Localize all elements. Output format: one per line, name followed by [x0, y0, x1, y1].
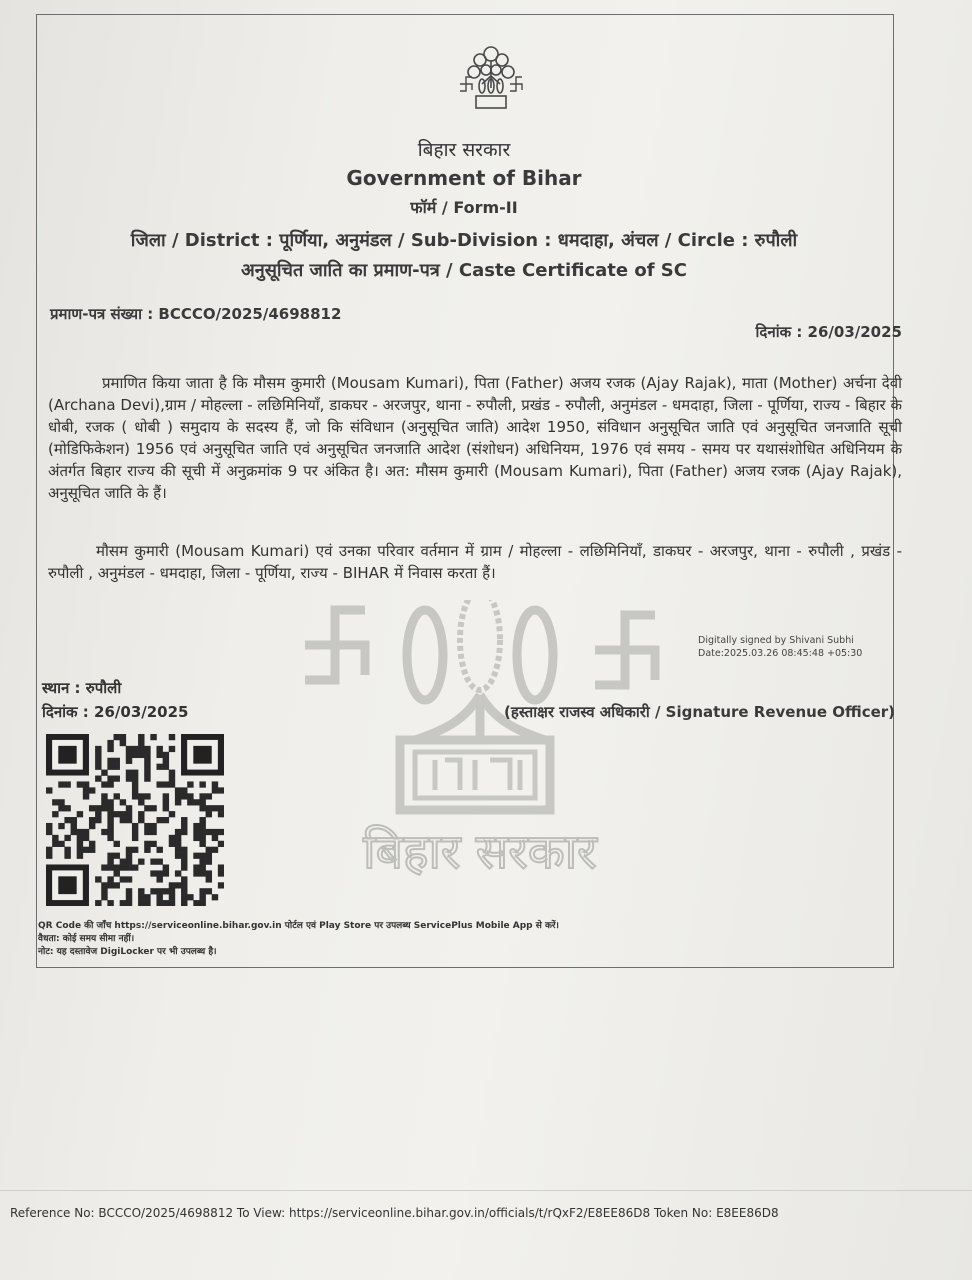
notes-block: [38, 920, 559, 959]
certificate-title: अनुसूचित जाति का प्रमाण-पत्र / Caste Certificate of SC: [240, 260, 687, 281]
certificate-body-paragraph-2: मौसम कुमारी (Mousam Kumari) एवं उनका परिवार वर्तमान में ग्राम / मोहल्ला - लछिमिनियाँ, डाकघर - अरजपुर, थाना - रुपौली , प्रखंड - रुपौली , अनुमंडल - धमदाहा, जिला - पूर्णिया, राज्य - BIHAR में निवास करता हैं।: [48, 542, 902, 582]
issue-date: दिनांक : 26/03/2025: [42, 703, 189, 721]
signature-officer-label: (हस्ताक्षर राजस्व अधिकारी / Signature Revenue Officer): [504, 703, 896, 721]
digital-signature-signer: Digitally signed by Shivani Subhi: [698, 635, 854, 646]
digilocker-note: नोट: यह दस्तावेज DigiLocker पर भी उपलब्ध है।: [38, 947, 217, 957]
footer-divider: [0, 1190, 972, 1191]
header-hindi-title: बिहार सरकार: [417, 139, 511, 161]
header-title: Government of Bihar: [346, 166, 582, 190]
bihar-emblem-logo: [452, 40, 530, 114]
certificate-date: दिनांक : 26/03/2025: [755, 323, 902, 341]
digital-signature-date: Date:2025.03.26 08:45:48 +05:30: [698, 648, 863, 659]
watermark-text: बिहार सरकार: [363, 824, 597, 880]
validity-note: वैधता: कोई समय सीमा नहीं।: [38, 934, 135, 944]
qr-code[interactable]: [46, 734, 224, 906]
certificate-body-paragraph-1: प्रमाणित किया जाता है कि मौसम कुमारी (Mousam Kumari), पिता (Father) अजय रजक (Ajay Rajak), माता (Mother) अर्चना देवी (Archana Devi),ग्राम / मोहल्ला - लछिमिनियाँ, डाकघर - अरजपुर, थाना - रुपौली, प्रखंड - रुपौली, अनुमंडल - धमदाहा, जिला - पूर्णिया, राज्य - बिहार के धोबी, रजक ( धोबी ) समुदाय के सदस्य हैं, जो कि संविधान (अनुसूचित जाति) आदेश 1950, संविधान अनुसूचित जाति एवं अनुसूचित जनजाति सूची (मोडिफिकेशन) 1956 एवं अनुसूचित जाति एवं अनुसूचित जनजाति आदेश (संशोधन) अधिनियम, 1976 एवं समय - समय पर यथासंशोधित अधिनियम के अंतर्गत बिहार राज्य की सूची में अनुक्रमांक 9 पर अंकित है। अत: मौसम कुमारी (Mousam Kumari), पिता (Father) अजय रजक (Ajay Rajak), अनुसूचित जाति के हैं।: [48, 374, 902, 502]
footer-reference: Reference No: BCCCO/2025/4698812 To View: https://serviceonline.bihar.gov.in/officials/t/rQxF2/E8EE86D8 Token No: E8EE86D8: [10, 1206, 779, 1220]
district-line: जिला / District : पूर्णिया, अनुमंडल / Sub-Division : धमदाहा, अंचल / Circle : रुपौली: [130, 230, 798, 251]
issue-place: स्थान : रुपौली: [42, 679, 122, 697]
certificate-number: प्रमाण-पत्र संख्या : BCCCO/2025/4698812: [50, 305, 342, 323]
form-label: फॉर्म / Form-II: [410, 198, 518, 217]
qr-verification-note: QR Code की जाँच https://serviceonline.bihar.gov.in पोर्टल एवं Play Store पर उपलब्ध ServicePlus Mobile App से करें।: [38, 921, 559, 931]
digital-signature-block: [698, 634, 862, 660]
